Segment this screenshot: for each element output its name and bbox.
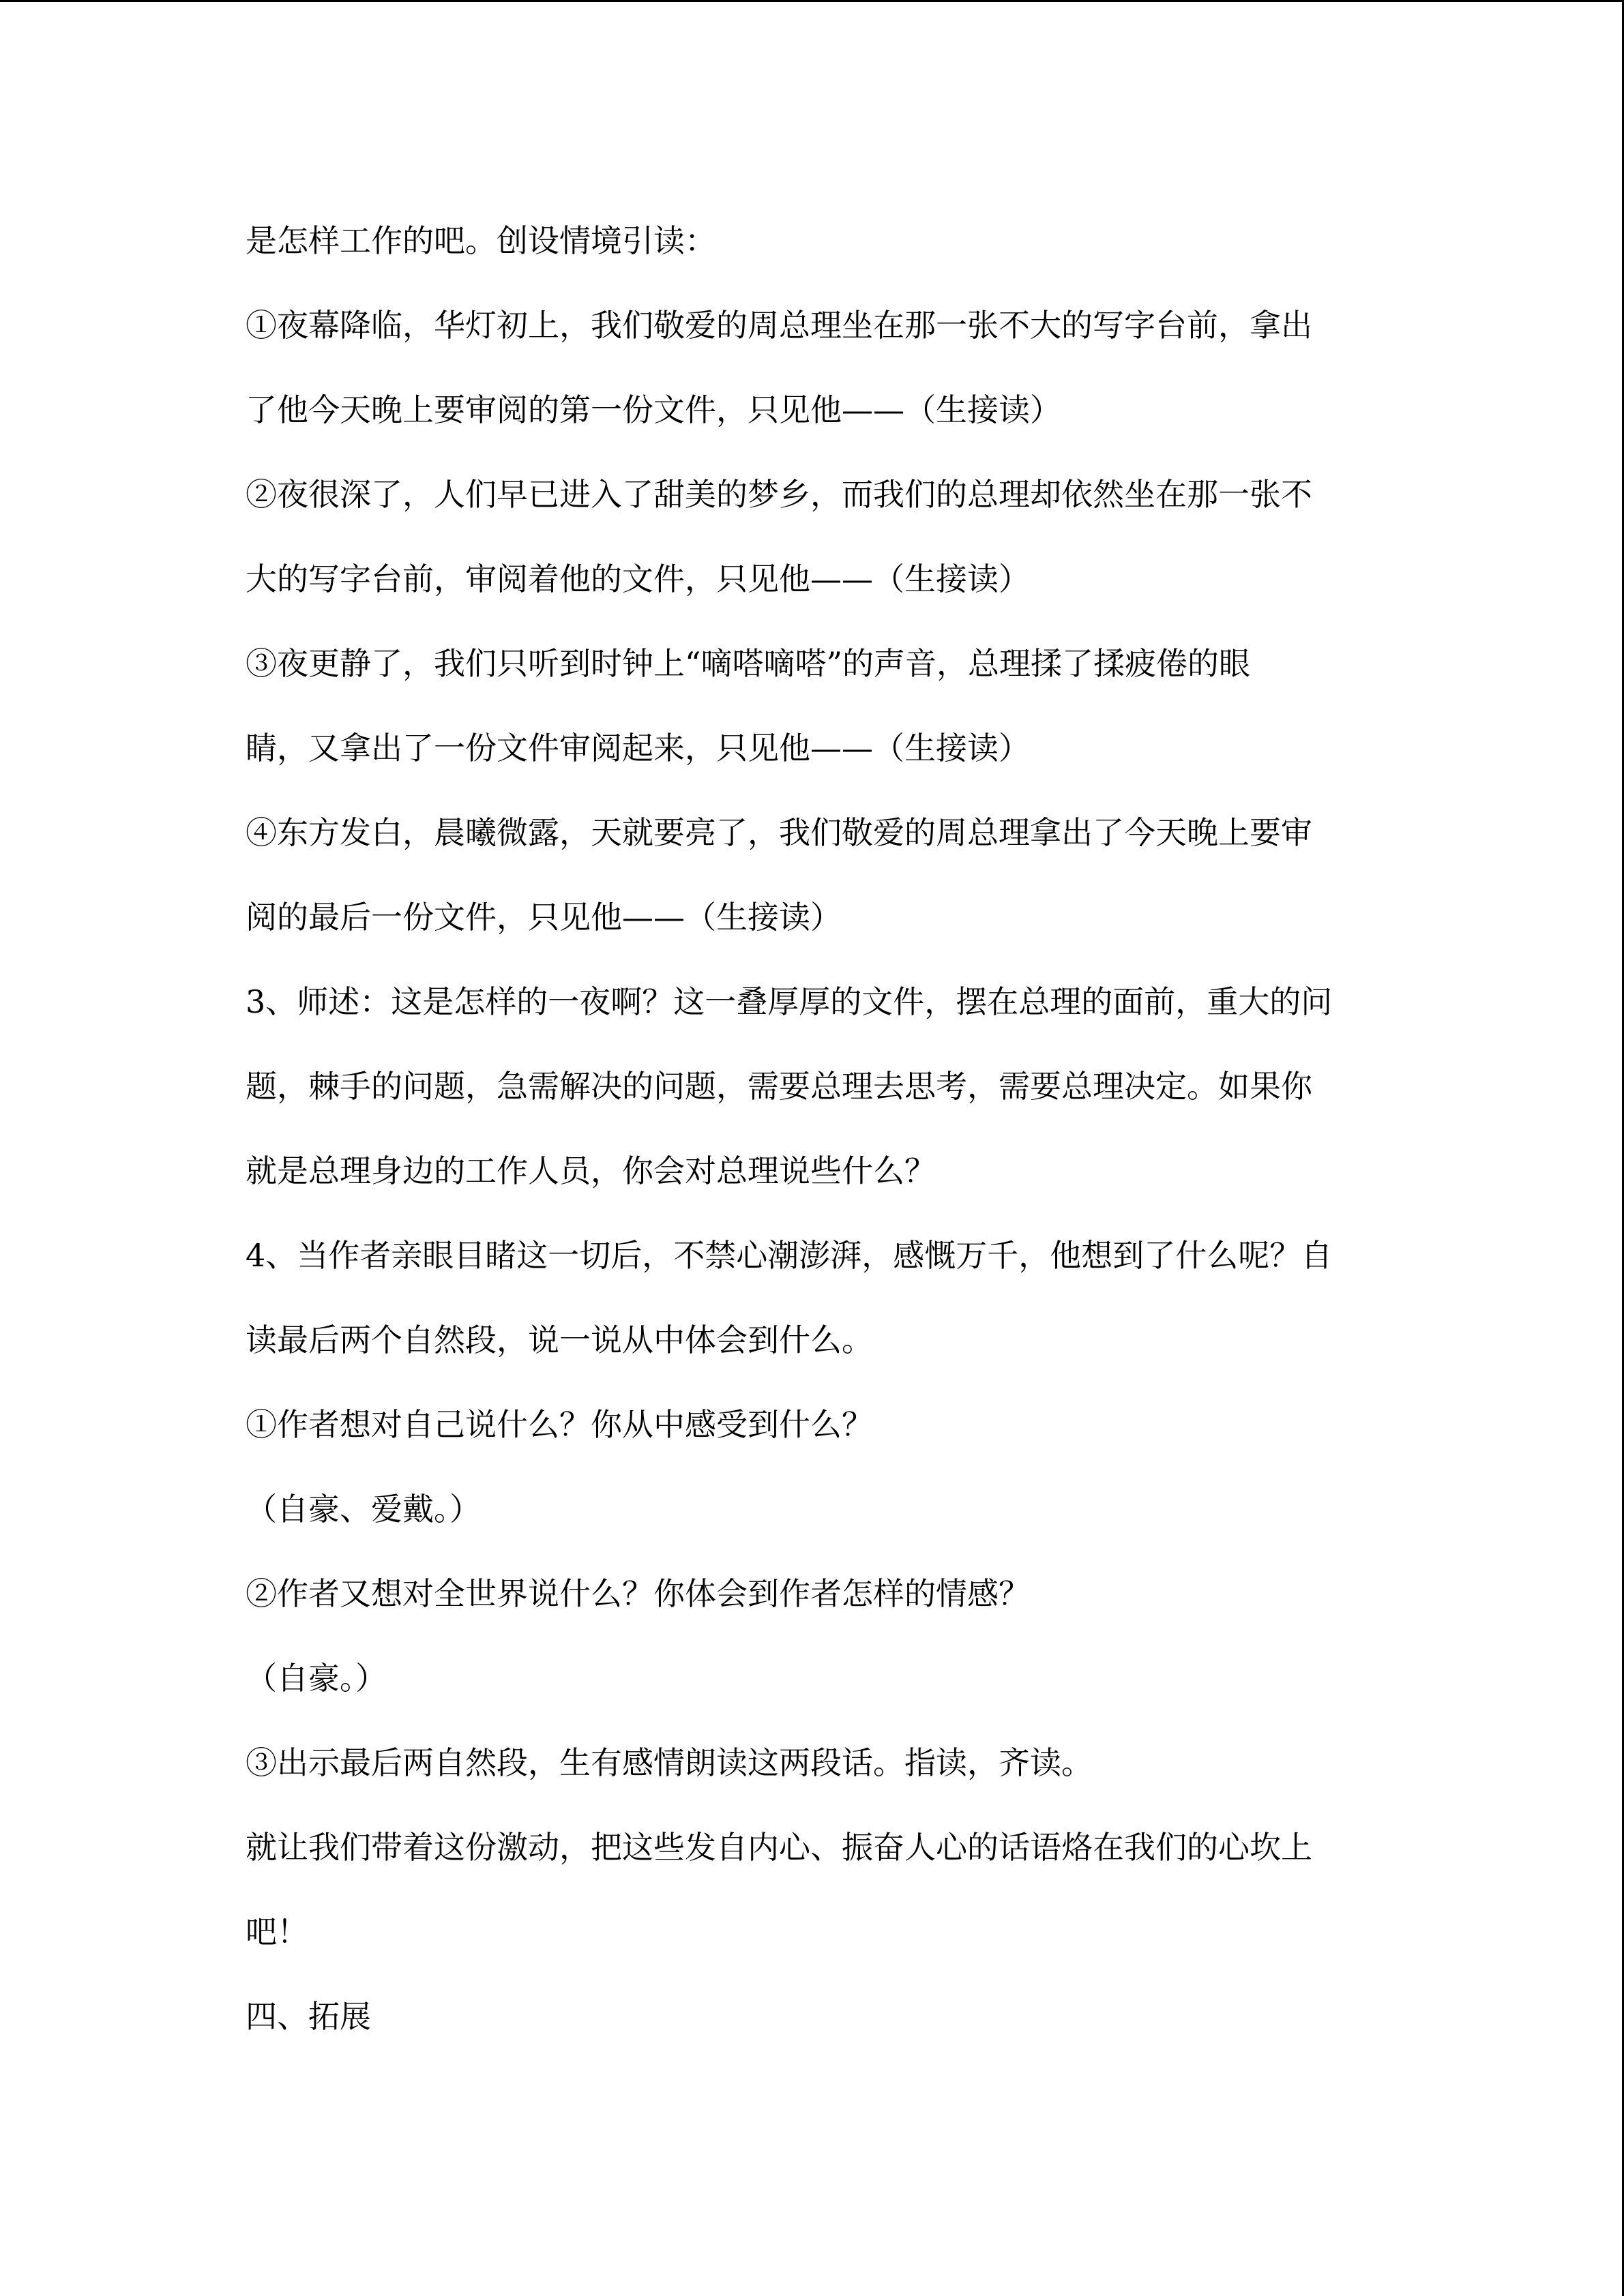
- text-line: 睛，又拿出了一份文件审阅起来，只见他——（生接读）: [246, 730, 1030, 766]
- text-line: ②作者又想对全世界说什么？你体会到作者怎样的情感？: [246, 1575, 1030, 1612]
- text-line: ②夜很深了，人们早已进入了甜美的梦乡，而我们的总理却依然坐在那一张不: [246, 476, 1312, 513]
- text-line: 大的写字台前，审阅着他的文件，只见他——（生接读）: [246, 561, 1030, 597]
- text-line: ③出示最后两自然段，生有感情朗读这两段话。指读，齐读。: [246, 1744, 1093, 1781]
- text-line: 3、师述：这是怎样的一夜啊？这一叠厚厚的文件，摆在总理的面前，重大的问: [246, 983, 1333, 1020]
- text-line: 了他今天晚上要审阅的第一份文件，只见他——（生接读）: [246, 391, 1061, 428]
- text-line: ④东方发白，晨曦微露，天就要亮了，我们敬爱的周总理拿出了今天晚上要审: [246, 814, 1312, 851]
- section-heading: 四、拓展: [246, 1998, 371, 2035]
- text-line: 阅的最后一份文件，只见他——（生接读）: [246, 899, 842, 936]
- text-line: 题，棘手的问题，急需解决的问题，需要总理去思考，需要总理决定。如果你: [246, 1068, 1312, 1105]
- text-line: ③夜更静了，我们只听到时钟上“嘀嗒嘀嗒”的声音，总理揉了揉疲倦的眼: [246, 645, 1251, 682]
- text-line: 读最后两个自然段，说一说从中体会到什么。: [246, 1322, 873, 1358]
- text-line: ①作者想对自己说什么？你从中感受到什么？: [246, 1406, 873, 1443]
- text-line: 4、当作者亲眼目睹这一切后，不禁心潮澎湃，感慨万千，他想到了什么呢？自: [246, 1237, 1333, 1274]
- page-top-border: [0, 0, 1624, 2]
- text-line: （自豪。）: [246, 1660, 387, 1697]
- text-line: （自豪、爱戴。）: [246, 1491, 481, 1527]
- text-line: 是怎样工作的吧。创设情境引读：: [246, 222, 716, 259]
- text-line: 就让我们带着这份激动，把这些发自内心、振奋人心的话语烙在我们的心坎上: [246, 1829, 1312, 1866]
- text-line: 就是总理身边的工作人员，你会对总理说些什么？: [246, 1152, 936, 1189]
- text-line: ①夜幕降临，华灯初上，我们敬爱的周总理坐在那一张不大的写字台前，拿出: [246, 307, 1312, 344]
- text-line: 吧！: [246, 1913, 308, 1950]
